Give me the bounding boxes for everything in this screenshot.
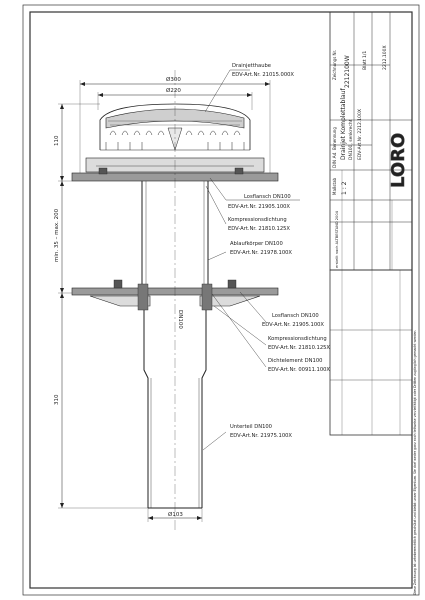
copyright-note: Diese Zeichnung ist urheberrechtlich geschützt und bleibt unser Eigentum. Sie darf weder ganz noch teilweise vervielfältigt oder Dritten zugänglich gemacht werden. — [413, 329, 417, 595]
kd2-title: Kompressionsdichtung — [268, 336, 327, 342]
lf1-title: Losflansch DN100 — [244, 194, 291, 200]
de-title: Dichtelement DN100 — [268, 358, 323, 364]
drawing-subtitle: DN100, senkrecht — [349, 119, 354, 160]
lf2-title: Losflansch DN100 — [272, 313, 319, 319]
ut-title: Unterteil DN100 — [230, 424, 272, 430]
seal-right — [202, 284, 212, 310]
hood-art: EDV-Art.Nr. 21015.000X — [232, 72, 294, 78]
kd1-art: EDV-Art.Nr. 21810.125X — [228, 226, 290, 232]
company-logo: LORO — [388, 132, 409, 188]
drain-assembly — [58, 70, 300, 530]
bolt-left-upper — [99, 168, 107, 174]
kd2-art: EDV-Art.Nr. 21810.125X — [268, 345, 330, 351]
dim-310: 310 — [54, 394, 60, 405]
title-label: Benennung — [332, 127, 337, 150]
created-by-note: erstellt nach ALTBESTAND 2004 — [335, 211, 339, 268]
drawing-no-label: Zeichnungs Nr. — [332, 49, 337, 80]
paper-format: DIN A4 — [333, 152, 338, 168]
drawing-no: 2212100W — [344, 55, 351, 88]
dim-300: Ø300 — [166, 77, 181, 83]
ut-art: EDV-Art.Nr. 21975.100X — [230, 433, 292, 439]
kd1-title: Kompressionsdichtung — [228, 217, 287, 223]
bolt-right-lower — [228, 280, 236, 288]
sheet-number: Blatt 1/1 — [363, 50, 368, 70]
hood-title: Drainjetthaube — [232, 63, 271, 69]
scale-value: 1 : 2 — [341, 181, 348, 195]
dim-220: Ø220 — [166, 88, 181, 94]
de-art: EDV-Art.Nr. 00911.100X — [268, 367, 330, 373]
revision-block — [330, 270, 412, 435]
drawing-title: Drainjet Komplettablauf — [340, 88, 347, 160]
dim-110: 110 — [54, 135, 60, 146]
leader-lines — [203, 70, 300, 450]
lf2-art: EDV-Art.Nr. 21905.100X — [262, 322, 324, 328]
lower-pipe — [144, 310, 206, 508]
company-short: 2212.100X — [383, 45, 388, 70]
ak-title: Ablaufkörper DN100 — [230, 241, 283, 247]
bolt-right-upper — [235, 168, 243, 174]
dim-103: Ø103 — [168, 512, 183, 518]
seal-left — [138, 284, 148, 310]
ak-art: EDV-Art.Nr. 21978.100X — [230, 250, 292, 256]
title-block — [330, 12, 412, 270]
bolt-left-lower — [114, 280, 122, 288]
lf1-art: EDV-Art.Nr. 21905.100X — [228, 204, 290, 210]
scale-label: Maßstab — [332, 177, 337, 195]
dim-range: min. 35 – max. 200 — [54, 208, 60, 262]
article-number: EDV-Art.Nr. 2212.100X — [358, 109, 363, 160]
pipe-label: DN100 — [177, 310, 183, 329]
